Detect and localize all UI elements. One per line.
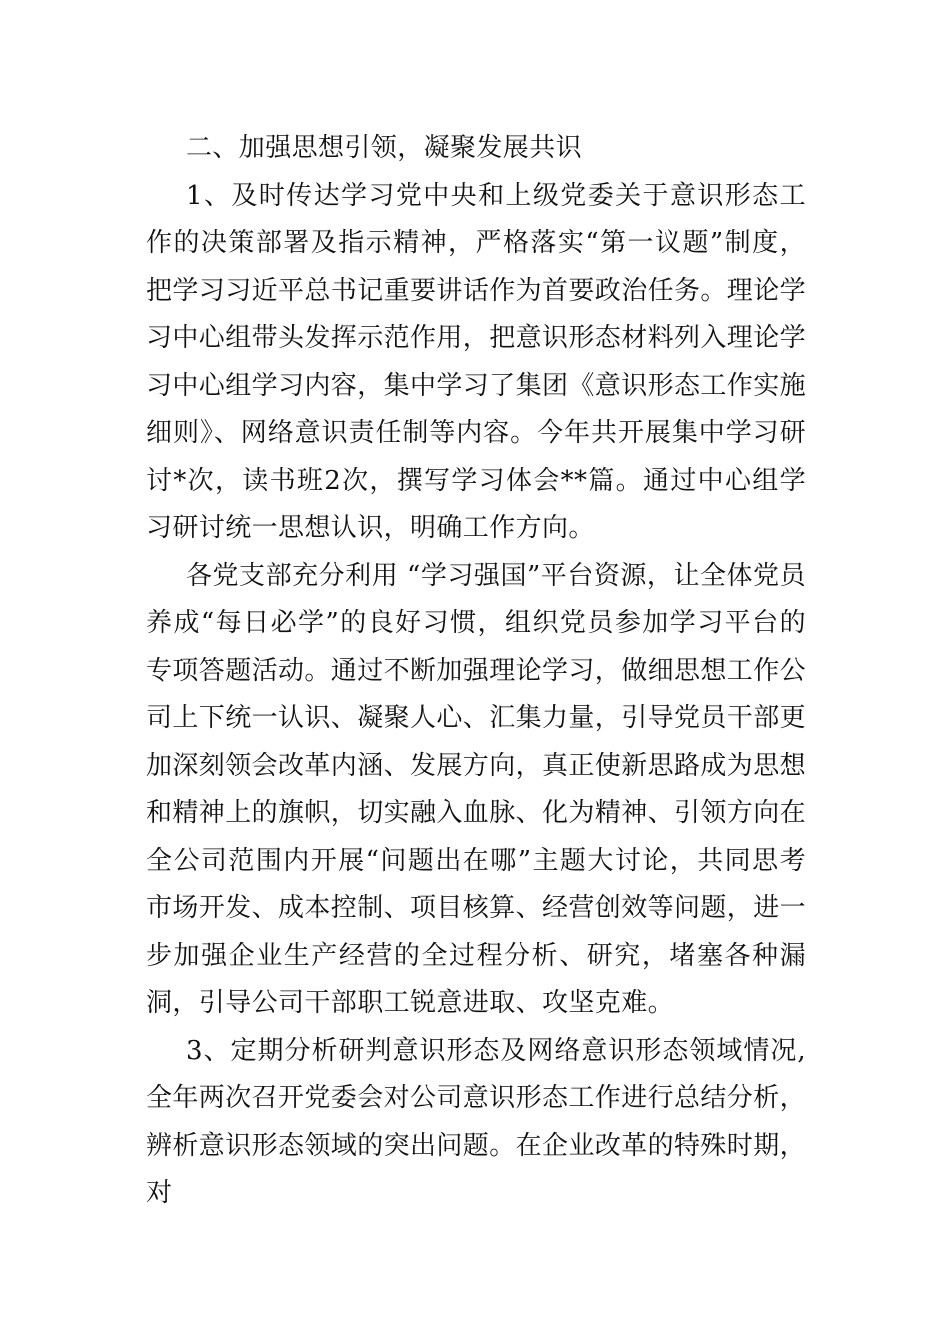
- document-body: [146, 125, 806, 1218]
- section-heading: 二、加强思想引领，凝聚发展共识: [186, 133, 583, 163]
- paragraph-1: 1、及时传达学习党中央和上级党委关于意识形态工作的决策部署及指示精神，严格落实“第一议题”制度，把学习习近平总书记重要讲话作为首要政治任务。理论学习中心组带头发挥示范作用，把意识形态材料列入理论学习中心组学习内容，集中学习了集团《意识形态工作实施细则》、网络意识责任制等内容。今年共开展集中学习研讨*次，读书班2次，撰写学习体会**篇。通过中心组学习研讨统一思想认识，明确工作方向。: [146, 180, 807, 543]
- paragraph-3: 3、定期分析研判意识形态及网络意识形态领域情况,全年两次召开党委会对公司意识形态工作进行总结分析，辨析意识形态领域的突出问题。在企业改革的特殊时期，对: [146, 1035, 807, 1208]
- paragraph-2: 各党支部充分利用 “学习强国”平台资源，让全体党员养成“每日必学”的良好习惯，组织党员参加学习平台的专项答题活动。通过不断加强理论学习，做细思想工作公司上下统一认识、凝聚人心、汇集力量，引导党员干部更加深刻领会改革内涵、发展方向，真正使新思路成为思想和精神上的旗帜，切实融入血脉、化为精神、引领方向在全公司范围内开展“问题出在哪”主题大讨论，共同思考市场开发、成本控制、项目核算、经营创效等问题，进一步加强企业生产经营的全过程分析、研究，堵塞各种漏洞，引导公司干部职工锐意进取、攻坚克难。: [146, 560, 807, 1018]
